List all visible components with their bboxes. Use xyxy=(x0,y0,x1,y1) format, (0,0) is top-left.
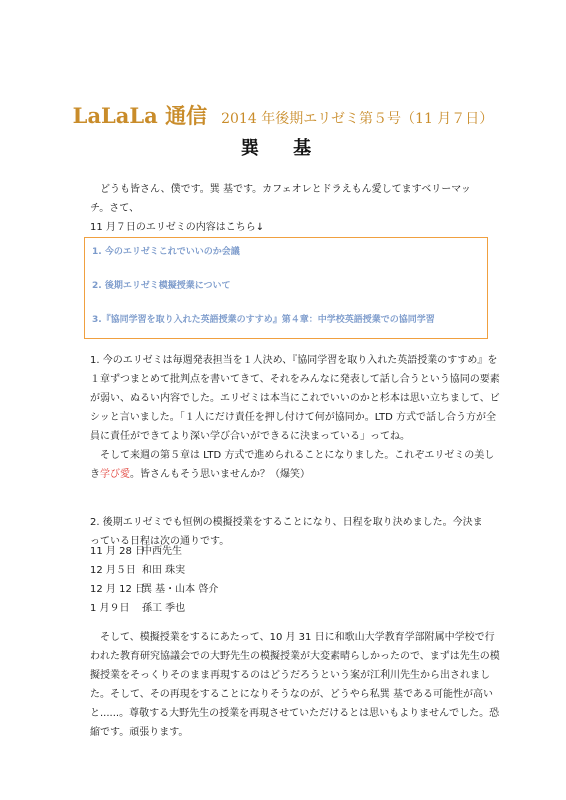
schedule-date: 11 月 28 日 xyxy=(90,546,145,557)
schedule-name: 孫工 季也 xyxy=(142,603,186,614)
schedule-name: 中西先生 xyxy=(142,546,182,557)
conclusion-text: そして来週の第５章は LTD 方式で進められることになりました。これぞエリゼミの美しき xyxy=(90,450,495,480)
intro-line-1: どうも皆さん、僕です。巽 基です。カフェオレとドラえもん愛してますベリーマッチ。さて、 xyxy=(90,184,471,214)
newsletter-header xyxy=(0,100,566,130)
section-1-paragraph: 1. 今のエリゼミは毎週発表担当を１人決め、『協同学習を取り入れた英語授業のすすめ』を１章ずつまとめて批判点を書いてきて、それをみんなに発表して話し合うという協同の要素が弱い、ぬるい内容でした。エリゼミは本当にこれでいいのかと杉本は思い立ちまして、ビシッと言いました。「１人にだけ責任を押し付けて何が協同か。LTD 方式で話し合う方が全員に責任ができてより深い学び合いができるに決まっている」ってね。 xyxy=(90,355,500,442)
schedule-name: 巽 基・山本 啓介 xyxy=(142,584,219,595)
section-2: 2. 後期エリゼミでも恒例の模擬授業をすることになり、日程を取り決めました。今決まっている日程は次の通りです。 xyxy=(90,517,483,547)
schedule-name: 和田 珠実 xyxy=(142,565,186,576)
conclusion-end: 。皆さんもそう思いませんか？（爆笑） xyxy=(130,469,310,480)
agenda-box xyxy=(84,237,488,339)
section-1-conclusion xyxy=(90,446,500,484)
agenda-item-3: 3.『協同学習を取り入れた英語授業のすすめ』第４章：中学校英語授業での協同学習 xyxy=(92,315,435,325)
schedule-date: 1 月９日 xyxy=(90,603,130,614)
highlight-text: 学び愛 xyxy=(100,469,130,480)
schedule-row xyxy=(90,561,390,580)
section-1 xyxy=(90,351,500,484)
issue-label: 2014 年後期エリゼミ第５号（11 月７日） xyxy=(221,111,494,127)
schedule-date: 12 月５日 xyxy=(90,565,136,576)
agenda-item-1: 1. 今のエリゼミこれでいいのか会議 xyxy=(92,247,240,257)
intro-paragraph xyxy=(90,180,490,237)
section-3: そして、模擬授業をするにあたって、10 月 31 日に和歌山大学教育学部附属中学校で行われた教育研究協議会での大野先生の模擬授業が大変素晴らしかったので、まずは先生の模擬授業をそっくりそのまま再現するのはどうだろうという案が江利川先生から出されました。そして、その再現をすることになりそうなのが、どうやら私巽 基である可能性が高いと......。尊敬する大野先生の授業を再現させていただけるとは思いもよりませんでした。恐縮です。頑張ります。 xyxy=(90,632,500,738)
author-name: 巽 基 xyxy=(240,138,326,159)
schedule-row xyxy=(90,580,390,599)
schedule-row xyxy=(90,599,390,618)
schedule-list xyxy=(90,542,390,618)
schedule-row xyxy=(90,542,390,561)
schedule-date: 12 月 12 日 xyxy=(90,584,145,595)
newsletter-brand: LaLaLa 通信 xyxy=(72,103,208,128)
agenda-item-2: 2. 後期エリゼミ模擬授業について xyxy=(92,281,231,291)
intro-line-2: 11 月７日のエリゼミの内容はこちら↓ xyxy=(90,222,265,233)
